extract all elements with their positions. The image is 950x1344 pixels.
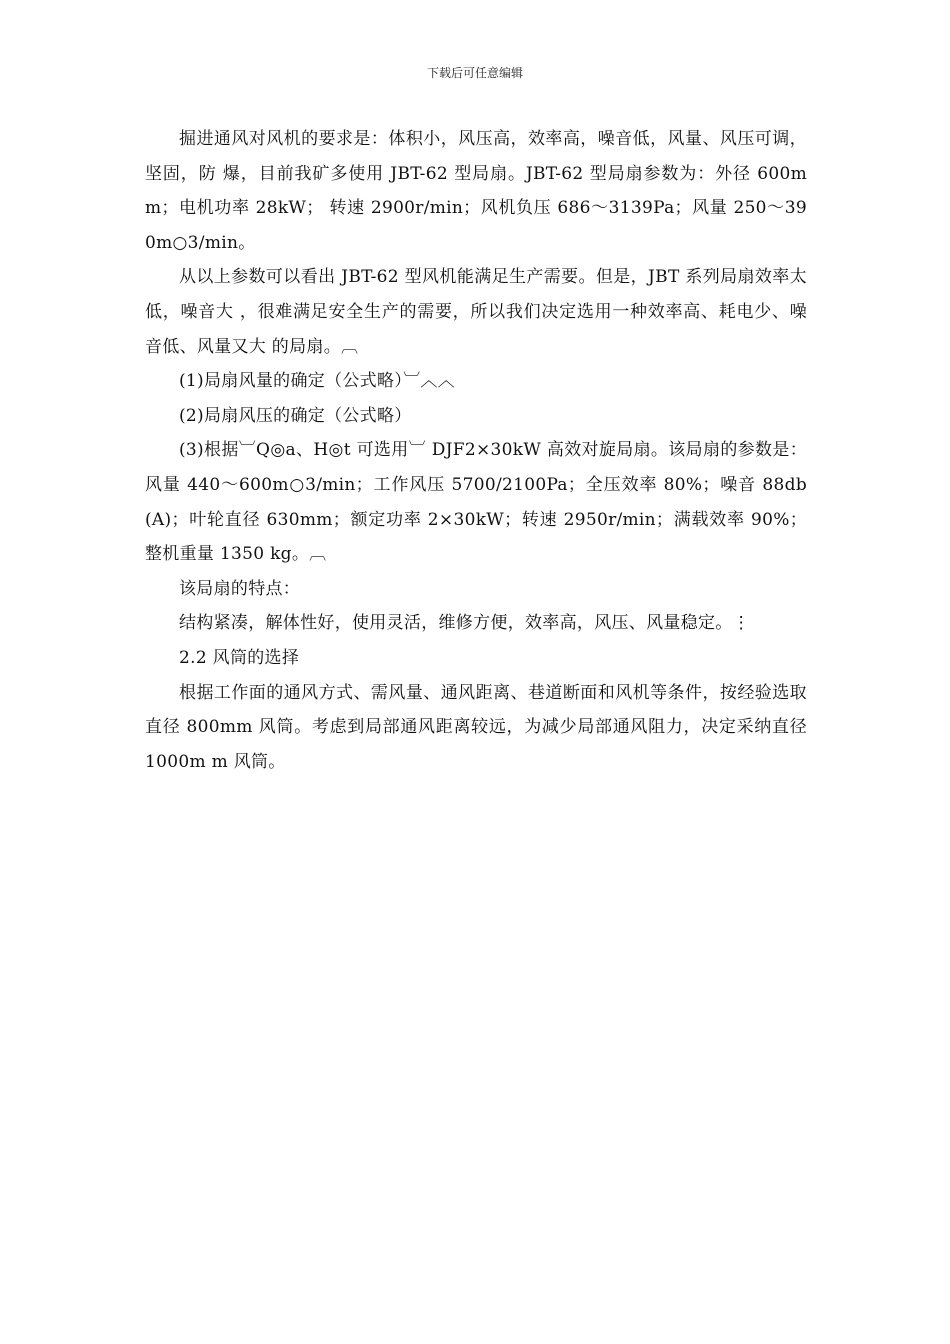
paragraph-features: 结构紧凑，解体性好，使用灵活，维修方便，效率高，风压、风量稳定。⋮ <box>179 613 750 634</box>
document-body <box>145 122 807 779</box>
section-heading-duct-selection: 2.2 风筒的选择 <box>179 647 300 668</box>
paragraph-parameter-analysis: 从以上参数可以看出 JBT-62 型风机能满足生产需要。但是，JBT 系列局扇效率太低，噪音大 ，很难满足安全生产的需要，所以我们决定选用一种效率高、耗电少、噪音低、风量又大 的局扇。︹ <box>145 267 807 357</box>
paragraph-airflow-determination: (1)局扇风量的确定（公式略）︺︿︿ <box>179 371 455 392</box>
paragraph-fan-selection: (3)根据︺Q◎a、H◎t 可选用︺ DJF2×30kW 高效对旋局扇。该局扇的参数是：风量 440～600m○3/min；工作风压 5700/2100Pa；全压效率 80%；噪音 88db(A)；叶轮直径 630mm；额定功率 2×30kW；转速 2950r/min；满载效率 90%；整机重量 1350 kg。︹ <box>145 440 807 565</box>
paragraph-pressure-determination: (2)局扇风压的确定（公式略） <box>179 405 412 426</box>
page-header: 下载后可任意编辑 <box>426 66 523 80</box>
paragraph-fan-requirements: 掘进通风对风机的要求是：体积小，风压高，效率高，噪音低，风量、风压可调，坚固，防 爆，目前我矿多使用 JBT-62 型局扇。JBT-62 型局扇参数为：外径 600mm；电机功率 28kW； 转速 2900r/min；风机负压 686～3139Pa；风量 250～390m○3/min。 <box>145 129 807 253</box>
paragraph-duct-selection: 根据工作面的通风方式、需风量、通风距离、巷道断面和风机等条件，按经验选取 直径 800mm 风筒。考虑到局部通风距离较远，为减少局部通风阻力，决定采纳直径 1000m m 风筒。 <box>145 682 807 772</box>
paragraph-features-title: 该局扇的特点： <box>179 578 301 599</box>
